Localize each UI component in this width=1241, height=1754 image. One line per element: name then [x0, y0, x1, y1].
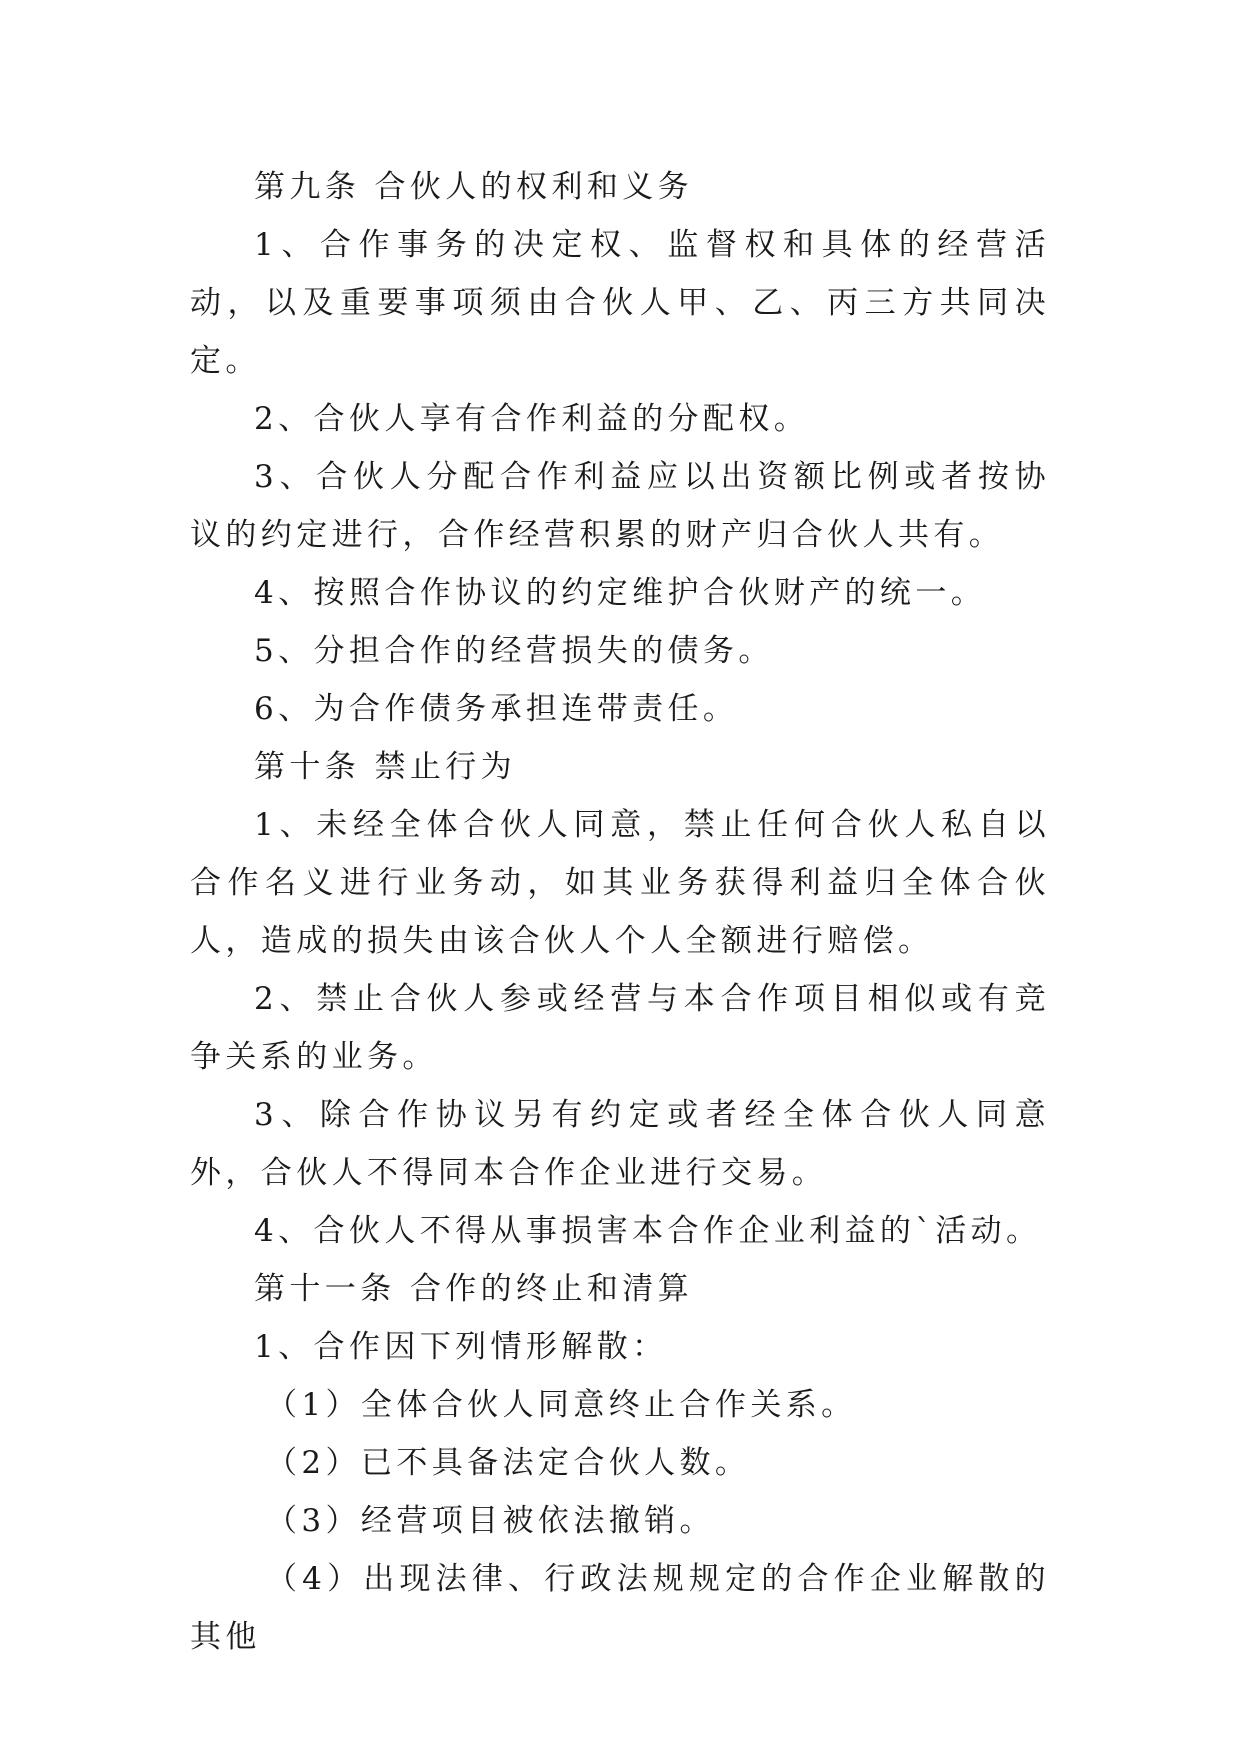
paragraph: 6、为合作债务承担连带责任。 [254, 691, 739, 727]
paragraph: 3、合伙人分配合作利益应以出资额比例或者按协议的约定进行，合作经营积累的财产归合伙人共有。 [190, 459, 1050, 553]
document-body [190, 158, 1050, 1666]
list-item: （3）经营项目被依法撤销。 [266, 1503, 715, 1539]
article-heading: 第十一条 合作的终止和清算 [254, 1271, 694, 1307]
article-heading: 第十条 禁止行为 [254, 749, 517, 785]
paragraph: 3、除合作协议另有约定或者经全体合伙人同意外，合伙人不得同本合作企业进行交易。 [190, 1097, 1050, 1191]
paragraph: 5、分担合作的经营损失的债务。 [254, 633, 774, 669]
paragraph: 2、合伙人享有合作利益的分配权。 [254, 401, 810, 437]
article-heading: 第九条 合伙人的权利和义务 [254, 169, 694, 205]
list-item: （1）全体合伙人同意终止合作关系。 [266, 1387, 857, 1423]
paragraph: 1、合作事务的决定权、监督权和具体的经营活动，以及重要事项须由合伙人甲、乙、丙三方共同决定。 [190, 227, 1050, 379]
paragraph: 4、按照合作协议的约定维护合伙财产的统一。 [254, 575, 987, 611]
paragraph: 4、合伙人不得从事损害本合作企业利益的`活动。 [254, 1213, 1042, 1249]
list-item: （2）已不具备法定合伙人数。 [266, 1445, 751, 1481]
list-item: （4）出现法律、行政法规规定的合作企业解散的其他 [190, 1561, 1050, 1655]
paragraph: 2、禁止合伙人参或经营与本合作项目相似或有竞争关系的业务。 [190, 981, 1050, 1075]
paragraph: 1、合作因下列情形解散： [254, 1329, 668, 1365]
paragraph: 1、未经全体合伙人同意，禁止任何合伙人私自以合作名义进行业务动，如其业务获得利益归全体合伙人，造成的损失由该合伙人个人全额进行赔偿。 [190, 807, 1050, 959]
